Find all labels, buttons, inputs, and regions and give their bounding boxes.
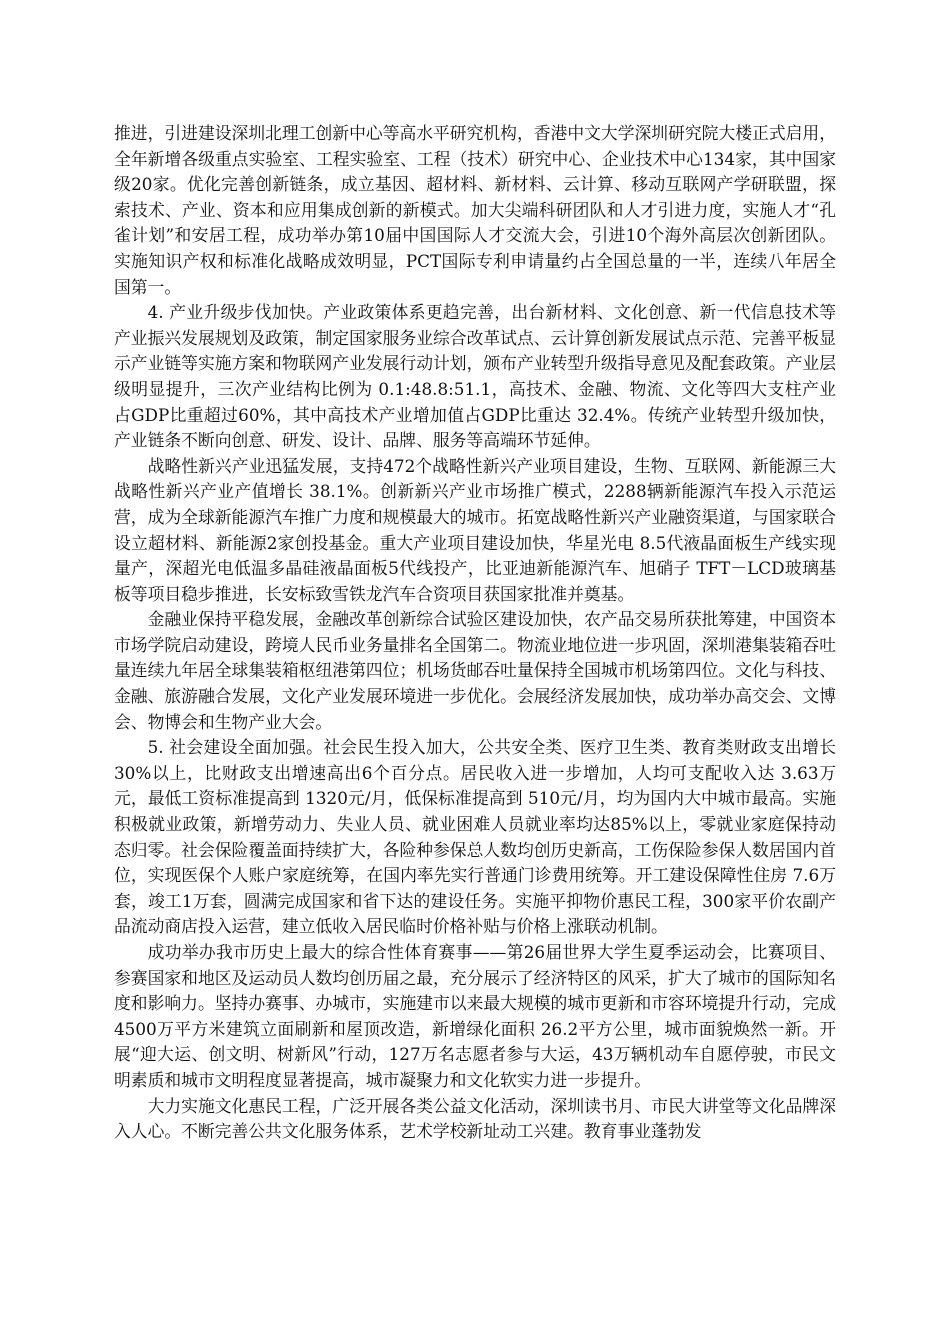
document-body xyxy=(114,121,836,1145)
paragraph-social-construction: 5. 社会建设全面加强。社会民生投入加大，公共安全类、医疗卫生类、教育类财政支出增长 30%以上，比财政支出增速高出6个百分点。居民收入进一步增加，人均可支配收入达 3.63万元，最低工资标准提高到 1320元/月，低保标准提高到 510元/月，均为国内大中城市最高。实施积极就业政策，新增劳动力、失业人员、就业困难人员就业率均达85%以上，零就业家庭保持动态归零。社会保险覆盖面持续扩大，各险种参保总人数均创历史新高，工伤保险参保人数居国内首位，实现医保个人账户家庭统筹，在国内率先实行普通门诊费用统筹。开工建设保障性住房 7.6万套，竣工1万套，圆满完成国家和省下达的建设任务。实施平抑物价惠民工程，300家平价农副产品流动商店投入运营，建立低收入居民临时价格补贴与价格上涨联动机制。 xyxy=(114,737,836,937)
paragraph-finance-logistics-culture: 金融业保持平稳发展，金融改革创新综合试验区建设加快，农产品交易所获批筹建，中国资本市场学院启动建设，跨境人民币业务量排名全国第二。物流业地位进一步巩固，深圳港集装箱吞吐量连续九年居全球集装箱枢纽港第四位；机场货邮吞吐量保持全国城市机场第四位。文化与科技、金融、旅游融合发展，文化产业发展环境进一步优化。会展经济发展加快，成功举办高交会、文博会、物博会和生物产业大会。 xyxy=(114,609,836,732)
paragraph-innovation-continued: 推进，引进建设深圳北理工创新中心等高水平研究机构，香港中文大学深圳研究院大楼正式启用，全年新增各级重点实验室、工程实验室、工程（技术）研究中心、企业技术中心134家，其中国家级20家。优化完善创新链条，成立基因、超材料、新材料、云计算、移动互联网产学研联盟，探索技术、产业、资本和应用集成创新的新模式。加大尖端科研团队和人才引进力度，实施人才“孔雀计划”和安居工程，成功举办第10届中国国际人才交流大会，引进10个海外高层次创新团队。实施知识产权和标准化战略成效明显，PCT国际专利申请量约占全国总量的一半，连续八年居全国第一。 xyxy=(114,123,836,297)
paragraph-culture-education: 大力实施文化惠民工程，广泛开展各类公益文化活动，深圳读书月、市民大讲堂等文化品牌深入人心。不断完善公共文化服务体系，艺术学校新址动工兴建。教育事业蓬勃发 xyxy=(114,1095,836,1142)
paragraph-industrial-upgrade: 4. 产业升级步伐加快。产业政策体系更趋完善，出台新材料、文化创意、新一代信息技术等产业振兴发展规划及政策，制定国家服务业综合改革试点、云计算创新发展试点示范、完善平板显示产业链等实施方案和物联网产业发展行动计划，颁布产业转型升级指导意见及配套政策。产业层级明显提升，三次产业结构比例为 0.1:48.8:51.1，高技术、金融、物流、文化等四大支柱产业占GDP比重超过60%，其中高技术产业增加值占GDP比重达 32.4%。传统产业转型升级加快，产业链条不断向创意、研发、设计、品牌、服务等高端环节延伸。 xyxy=(114,302,836,451)
paragraph-strategic-emerging-industries: 战略性新兴产业迅猛发展，支持472个战略性新兴产业项目建设，生物、互联网、新能源三大战略性新兴产业产值增长 38.1%。创新新兴产业市场推广模式，2288辆新能源汽车投入示范运营，成为全球新能源汽车推广力度和规模最大的城市。拓宽战略性新兴产业融资渠道，与国家联合设立超材料、新能源2家创投基金。重大产业项目建设加快，华星光电 8.5代液晶面板生产线实现量产，深超光电低温多晶硅液晶面板5代线投产，比亚迪新能源汽车、旭硝子 TFT－LCD玻璃基板等项目稳步推进，长安标致雪铁龙汽车合资项目获国家批准并奠基。 xyxy=(114,455,836,604)
paragraph-universiade: 成功举办我市历史上最大的综合性体育赛事——第26届世界大学生夏季运动会，比赛项目、参赛国家和地区及运动员人数均创历届之最，充分展示了经济特区的风采，扩大了城市的国际知名度和影响力。坚持办赛事、办城市，实施建市以来最大规模的城市更新和市容环境提升行动，完成 4500万平方米建筑立面刷新和屋顶改造，新增绿化面积 26.2平方公里，城市面貌焕然一新。开展“迎大运、创文明、树新风”行动，127万名志愿者参与大运，43万辆机动车自愿停驶，市民文明素质和城市文明程度显著提高，城市凝聚力和文化软实力进一步提升。 xyxy=(114,942,836,1090)
